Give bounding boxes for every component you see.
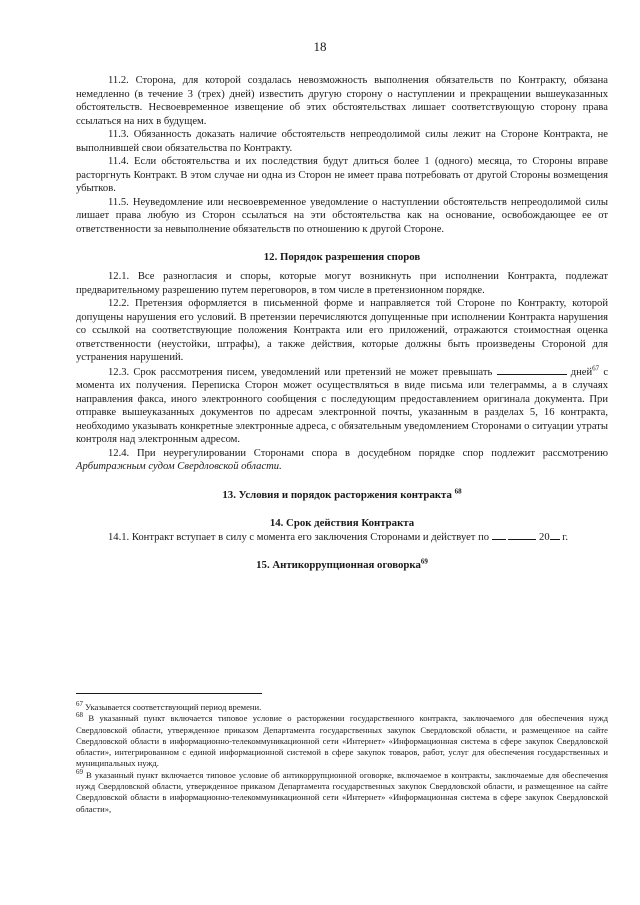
- clause-12-4-text: 12.4. При неурегулировании Сторонами спора в досудебном порядке спор подлежит рассмотрению: [108, 447, 608, 459]
- footnote-num: 68: [76, 711, 83, 720]
- clause-12-3: [76, 365, 608, 447]
- section-13-heading: [76, 488, 608, 502]
- clause-14-1-text: 14.1. Контракт вступает в силу с момента его заключения Сторонами и действует по: [108, 531, 490, 543]
- year-prefix: 20: [539, 531, 550, 543]
- clause-12-2: 12.2. Претензия оформляется в письменной форме и направляется той Стороне по Контракту, которой допущены нарушения его условий. В претензии перечисляются допущенные при исполнении Контракта нарушения со ссылкой на соответствующие положения Контракта или его приложений, отражаются стоимостная оценка ответственности (неустойки, штрафы), а также действия, которые должны быть произведены Стороной для устранения нарушений.: [76, 298, 608, 363]
- clause-14-1: [76, 530, 608, 545]
- section-15-title: 15. Антикоррупционная оговорка: [256, 559, 421, 571]
- footnote-ref-67: 67: [592, 363, 600, 372]
- document-body: [76, 74, 608, 572]
- page-number: 18: [313, 39, 327, 54]
- footnote-text: В указанный пункт включается типовое условие о расторжении государственного контракта, заключаемого для обеспечения нужд Свердловской области, утвержденное приказом Департамента государственных закупок Свердловской области, и размещенное на сайте Свердловской области в информационно-телекоммуникационной сети «Интернет» «Информационная система в сфере закупок Свердловской области», интегрированном с единой информационной системой в сфере закупок товаров, работ, услуг для обеспечения государственных и муниципальных нужд.: [76, 713, 608, 769]
- footnote-67: [76, 702, 608, 713]
- footnote-ref-69: 69: [420, 557, 428, 566]
- section-14-heading: 14. Срок действия Контракта: [269, 516, 415, 529]
- section-15-heading: [76, 558, 608, 572]
- clause-11-4: 11.4. Если обстоятельства и их последствия будут длиться более 1 (одного) месяца, то Стороны вправе расторгнуть Контракт. В этом случае ни одна из Сторон не имеет права потребовать от другой Стороны возмещения убытков.: [76, 156, 608, 194]
- clause-12-4: [76, 447, 608, 474]
- section-13-title: 13. Условия и порядок расторжения контракта: [222, 488, 452, 501]
- clause-12-3-start: 12.3. Срок рассмотрения писем, уведомлений или претензий не может превышать: [108, 366, 493, 378]
- clause-11-5: 11.5. Неуведомление или несвоевременное уведомление о наступлении обстоятельств непреодолимой силы лишает права любую из Сторон ссылаться на эти обстоятельства как на основание, освобождающее ее от ответственности за невыполнение обязательств по отношению к другой Стороне.: [76, 196, 608, 235]
- clause-11-2: 11.2. Сторона, для которой создалась невозможность выполнения обязательств по Контракту, обязана немедленно (в течение 3 (трех) дней) известить другую сторону о наступлении и прекращении вышеуказанных обстоятельств. Несвоевременное извещение об этих обстоятельствах лишает соответствующую сторону права ссылаться на них в будущем.: [76, 75, 608, 127]
- footnote-num: 69: [76, 767, 83, 776]
- court-name: Арбитражным судом Свердловской области.: [76, 461, 282, 472]
- day-blank: [492, 530, 506, 540]
- footnote-text: Указывается соответствующий период времени.: [85, 702, 262, 712]
- section-12-heading: 12. Порядок разрешения споров: [263, 251, 421, 263]
- days-label: дней: [570, 366, 593, 378]
- footnote-69: [76, 767, 608, 815]
- year-blank: [550, 530, 560, 540]
- clause-11-3: 11.3. Обязанность доказать наличие обстоятельств непреодолимой силы лежит на Стороне Контракта, не выполнившей свои обязательства по Контракту.: [76, 129, 608, 154]
- footnote-num: 67: [76, 700, 83, 709]
- days-blank: [497, 365, 567, 375]
- footnote-text: В указанный пункт включается типовое условие об антикоррупционной оговорке, включаемое в контракты, заключаемые для обеспечения нужд Свердловской области, утвержденное приказом Департамента государственных закупок Свердловской области, и размещенное на сайте Свердловской области в информационно-телекоммуникационной сети «Интернет» «Информационная система в сфере закупок Свердловской области»,: [76, 769, 608, 814]
- footnote-divider: [76, 693, 262, 694]
- clause-12-1: 12.1. Все разногласия и споры, которые могут возникнуть при исполнении Контракта, подлежат предварительному разрешению путем переговоров, в том числе в претензионном порядке.: [76, 271, 608, 296]
- clause-12-3-rest: с момента их получения. Переписка Сторон может осуществляться в виде письма или телеграммы, а в случаях направления факса, иного электронного сообщения с последующим предоставлением оригинала документа. При отправке вышеуказанных документов по адресам электронной почты, указанным в разделах 5, 16 контракта, необходимо указывать конкретные электронные адреса, с обязательным уведомлением Сторонами о ситуации утраты контроля над электронным адресом.: [76, 366, 609, 445]
- month-blank: [508, 530, 536, 540]
- footnote-ref-68: 68: [454, 486, 462, 495]
- footnote-68: [76, 713, 608, 769]
- year-suffix: г.: [562, 531, 569, 543]
- footnotes: [76, 702, 608, 815]
